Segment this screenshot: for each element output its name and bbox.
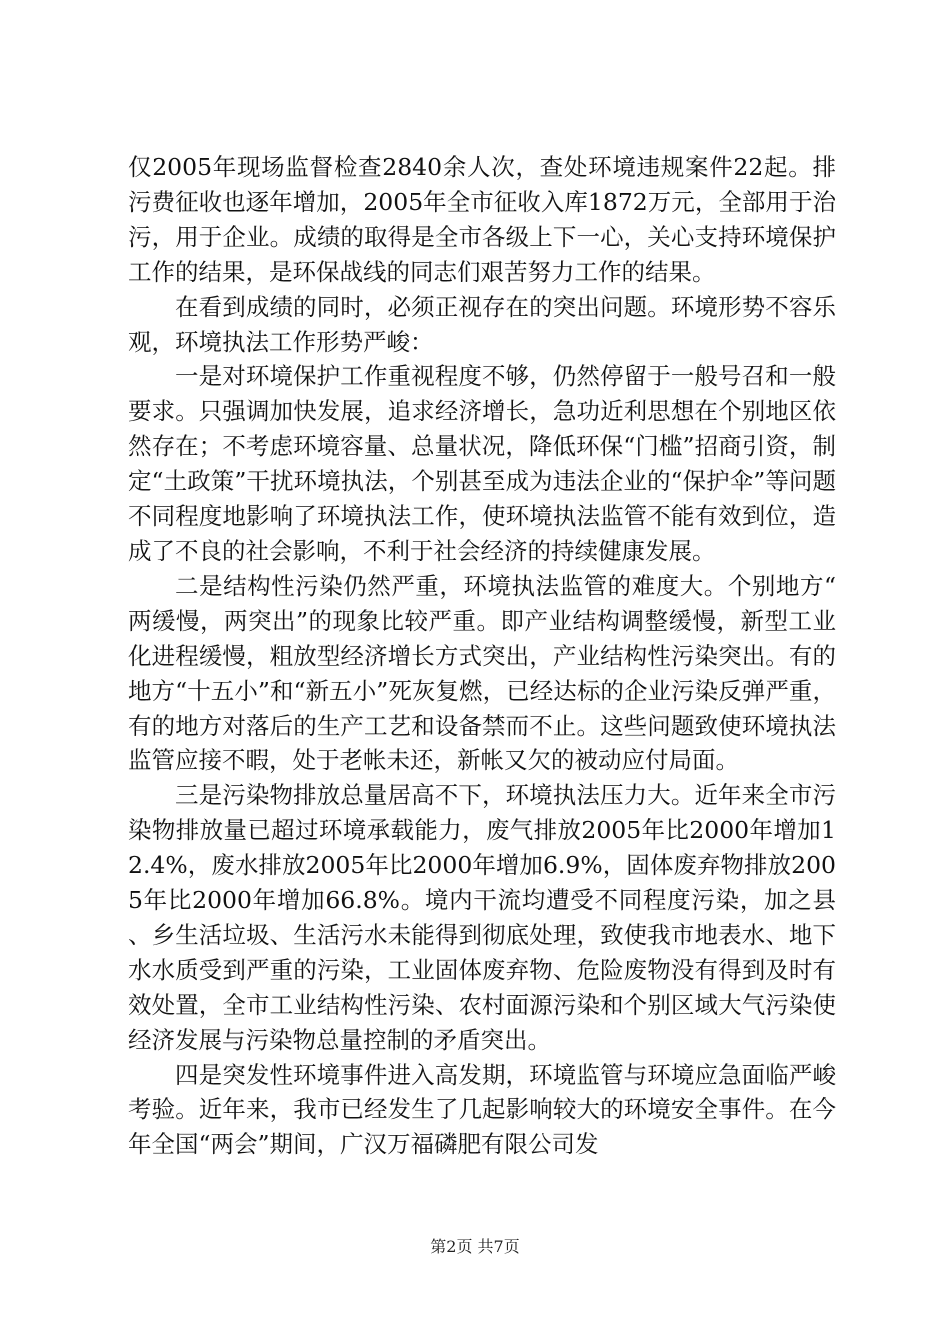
paragraph-continuation: 仅2005年现场监督检查2840余人次，查处环境违规案件22起。排污费征收也逐年增加，2005年全市征收入库1872万元，全部用于治污，用于企业。成绩的取得是全市各级上下一心，关心支持环境保护工作的结果，是环保战线的同志们艰苦努力工作的结果。 xyxy=(128,153,836,286)
paragraph-issue-three: 三是污染物排放总量居高不下，环境执法压力大。近年来全市污染物排放量已超过环境承载能力，废气排放2005年比2000年增加12.4%，废水排放2005年比2000年增加6.9%，固体废弃物排放2005年比2000年增加66.8%。境内干流均遭受不同程度污染，加之县、乡生活垃圾、生活污水未能得到彻底处理，致使我市地表水、地下水水质受到严重的污染，工业固体废弃物、危险废物没有得到及时有效处置，全市工业结构性污染、农村面源污染和个别区域大气污染使经济发展与污染物总量控制的矛盾突出。 xyxy=(128,781,836,1054)
paragraph-intro-problems: 在看到成绩的同时，必须正视存在的突出问题。环境形势不容乐观，环境执法工作形势严峻： xyxy=(128,292,836,356)
paragraph-issue-one: 一是对环境保护工作重视程度不够，仍然停留于一般号召和一般要求。只强调加快发展，追求经济增长，急功近利思想在个别地区依然存在；不考虑环境容量、总量状况，降低环保“门槛”招商引资，制定“土政策”干扰环境执法，个别甚至成为违法企业的“保护伞”等问题不同程度地影响了环境执法工作，使环境执法监管不能有效到位，造成了不良的社会影响，不利于社会经济的持续健康发展。 xyxy=(128,362,836,565)
page-number-footer: 第2页 共7页 xyxy=(430,1237,520,1256)
paragraph-issue-four: 四是突发性环境事件进入高发期，环境监管与环境应急面临严峻考验。近年来，我市已经发生了几起影响较大的环境安全事件。在今年全国“两会”期间，广汉万福磷肥有限公司发 xyxy=(128,1060,836,1159)
paragraph-issue-two: 二是结构性污染仍然严重，环境执法监管的难度大。个别地方“两缓慢，两突出”的现象比较严重。即产业结构调整缓慢，新型工业化进程缓慢，粗放型经济增长方式突出，产业结构性污染突出。有的地方“十五小”和“新五小”死灰复燃，已经达标的企业污染反弹严重，有的地方对落后的生产工艺和设备禁而不止。这些问题致使环境执法监管应接不暇，处于老帐未还，新帐又欠的被动应付局面。 xyxy=(128,571,836,775)
document-body xyxy=(128,150,836,1162)
